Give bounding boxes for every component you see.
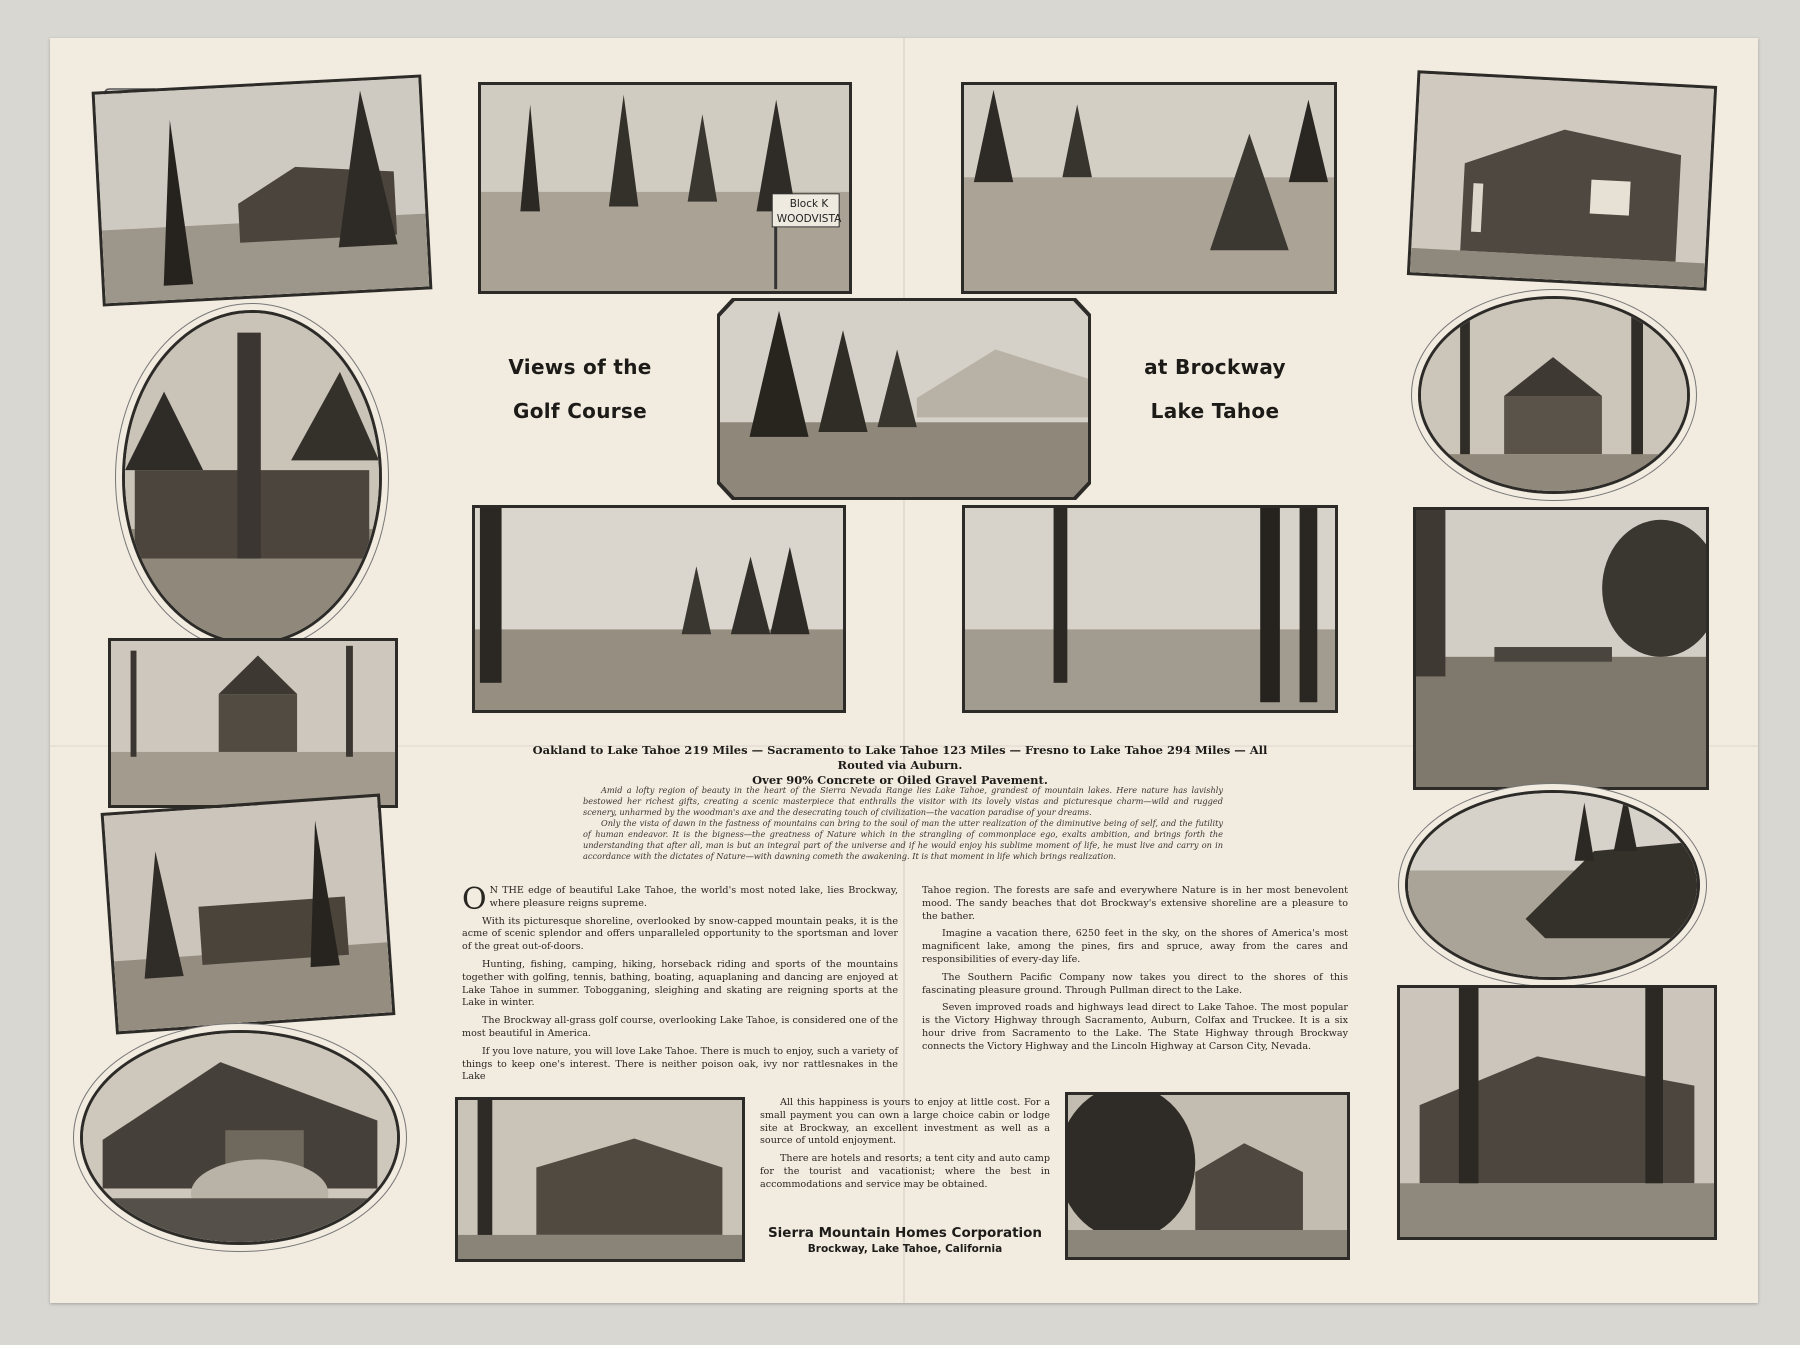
intro-italic-text: [583, 785, 1223, 862]
corporation-address: Brockway, Lake Tahoe, California: [807, 1243, 1003, 1255]
heading-right-line-1: at Brockway: [1144, 355, 1286, 379]
sign-line-2: WOODVISTA: [776, 213, 842, 225]
photo-block-k-woodvista: [478, 82, 852, 294]
right-paragraph-2: Imagine a vacation there, 6250 feet in the sky, on the shores of America's most magnificent lake, among the pines, firs and spruce, away from the cares and responsibilities of every-day life.: [922, 928, 1348, 965]
dropcap-o: O: [462, 882, 487, 917]
routes-info: [520, 743, 1280, 788]
body-column-right: [922, 885, 1348, 1059]
photo-man-at-cabin: [1407, 70, 1717, 290]
left-paragraph-3: Hunting, fishing, camping, hiking, horseback riding and sports of the mountains together with golfing, tennis, bathing, boating, aquaplaning and dancing are enjoyed at Lake Tahoe in summer. Tobogganing, sleighing and skating are reigning sports at the Lake in winter.: [462, 958, 898, 1009]
right-paragraph-1: Tahoe region. The forests are safe and everywhere Nature is in her most benevolent mood. The sandy beaches that dot Brockway's extensive shoreline are a pleasure to the bather.: [922, 885, 1348, 922]
photo-rustic-lodge: [1397, 985, 1717, 1240]
left-paragraph-5: If you love nature, you will love Lake Tahoe. There is much to enjoy, such a variety of things to keep one's interest. There is neither poison oak, ivy nor rattlesnakes in the Lake: [462, 1045, 898, 1083]
photo-open-fairway: [472, 505, 846, 713]
bottom-paragraph-1: All this happiness is yours to enjoy at little cost. For a small payment you can own a large choice cabin or lodge site at Brockway, an excellent investment as well as a source of untold enjoyment.: [760, 1097, 1050, 1147]
body-bottom-center: [760, 1097, 1050, 1197]
photo-cabin-with-porch: [455, 1097, 745, 1262]
routes-line-1: Oakland to Lake Tahoe 219 Miles — Sacramento to Lake Tahoe 123 Miles — Fresno to Lake Tahoe 294 Miles — All Routed via Auburn.: [532, 743, 1268, 772]
heading-left-line-1: Views of the: [508, 355, 652, 379]
bottom-paragraph-2: There are hotels and resorts; a tent city and auto camp for the tourist and vacationist; where the best in accommodations and service may be obtained.: [760, 1153, 1050, 1190]
photo-log-cabin-trees: [108, 638, 398, 808]
sign-block-k-woodvista: [775, 197, 843, 227]
heading-brockway-lake-tahoe: [1125, 345, 1305, 433]
right-paragraph-4: Seven improved roads and highways lead direct to Lake Tahoe. The most popular is the Victory Highway through Sacramento, Auburn, Colfax and Truckee. It is a six hour drive from Sacramento to the Lake. The State Highway through Brockway connects the Victory Highway and the Lincoln Highway at Carson City, Nevada.: [922, 1002, 1348, 1052]
photo-golf-course-mountain-view: [717, 298, 1091, 500]
left-paragraph-4: The Brockway all-grass golf course, overlooking Lake Tahoe, is considered one of the most beautiful in America.: [462, 1015, 898, 1039]
routes-line-2: Over 90% Concrete or Oiled Gravel Pavement.: [752, 773, 1048, 787]
intro-paragraph-2: Only the vista of dawn in the fastness of mountains can bring to the soul of man the utter realization of the diminutive being of self, and the futility of human endeavor. It is the bigness—the greatness of Nature which in the strangling of commonplace ego, exalts ambition, and brings forth the understanding that after all, man is but an integral part of the universe and if he would enjoy his sublime moment of life, he must live and carry on in accordance with the dictates of Nature—with dawning cometh the awakening. It is that moment in life which brings realization.: [583, 818, 1223, 861]
heading-right-line-2: Lake Tahoe: [1150, 399, 1280, 423]
photo-cabin-under-trees: [1065, 1092, 1350, 1260]
photo-oval-cabin-porch: [1418, 296, 1690, 494]
sign-line-1: Block K: [789, 198, 829, 210]
body-column-left: [462, 882, 898, 1089]
heading-views-golf-course: [490, 345, 670, 433]
photo-lake-shore-pier: [1413, 507, 1709, 790]
photo-cabin-in-forest: [101, 794, 396, 1035]
photo-oval-lodge-group: [80, 1030, 400, 1245]
corporation-block: [760, 1225, 1050, 1255]
photo-fairway-pines: [961, 82, 1337, 294]
intro-paragraph-1: Amid a lofty region of beauty in the heart of the Sierra Nevada Range lies Lake Tahoe, grandest of mountain lakes. Here nature has lavishly bestowed her richest gifts, creating a scenic masterpiece that enthralls the visitor with its lovely vistas and picturesque charm—wild and rugged scenery, unharmed by the woodman's axe and the desecrating touch of civilization—the vacation paradise of your dreams.: [583, 785, 1223, 817]
left-paragraph-1-text: N THE edge of beautiful Lake Tahoe, the world's most noted lake, lies Brockway, where pleasure reigns supreme.: [489, 885, 898, 909]
heading-left-line-2: Golf Course: [513, 399, 647, 423]
left-paragraph-2: With its picturesque shoreline, overlooked by snow-capped mountain peaks, it is the acme of scenic splendor and offers unparalleled opportunity to the sportsman and lover of the great out-of-doors.: [462, 915, 898, 953]
photo-lodge-among-pines: [92, 75, 433, 307]
photo-oval-rocky-point: [1405, 790, 1700, 980]
photo-oval-cabin-big-tree: [122, 310, 382, 645]
left-paragraph-1: [462, 882, 898, 917]
corporation-name: Sierra Mountain Homes Corporation: [767, 1225, 1043, 1241]
photo-fairway-tall-trunks: [962, 505, 1338, 713]
right-paragraph-3: The Southern Pacific Company now takes you direct to the shores of this fascinating pleasure ground. Through Pullman direct to the Lake.: [922, 971, 1348, 996]
